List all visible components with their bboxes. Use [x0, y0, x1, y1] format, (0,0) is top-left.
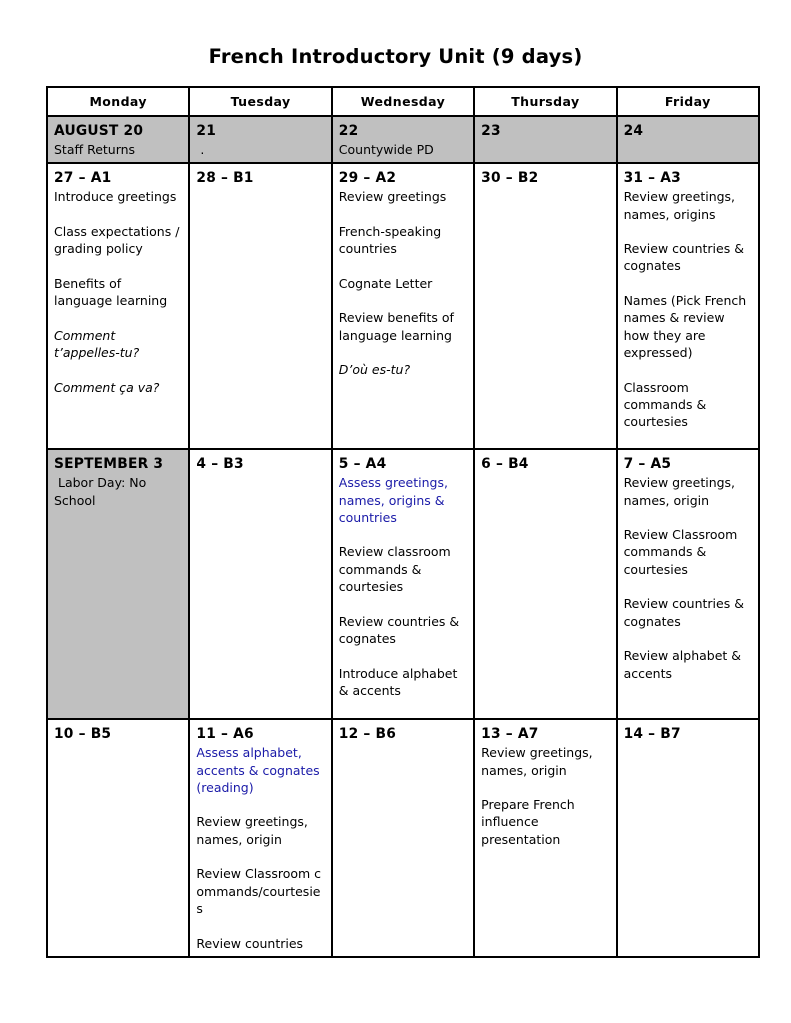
day-date: 24	[623, 123, 644, 139]
day-header-wednesday: Wednesday	[332, 87, 474, 116]
agenda-item: Review alphabet & accents	[623, 648, 742, 681]
agenda-item: Review classroom commands & courtesies	[338, 544, 451, 595]
day-cell	[474, 449, 616, 719]
day-note: Labor Day: No School	[54, 475, 151, 508]
day-date: 27 – A1	[54, 170, 112, 187]
day-header-row	[47, 87, 759, 116]
day-date: 22	[338, 123, 359, 139]
day-cell	[474, 719, 616, 957]
day-cell	[474, 163, 616, 449]
page-title: French Introductory Unit (9 days)	[208, 45, 583, 68]
day-date: 23	[481, 123, 501, 139]
day-date: 5 – A4	[338, 456, 387, 473]
day-cell	[617, 719, 759, 957]
day-date: 29 – A2	[338, 170, 397, 187]
day-cell	[474, 116, 616, 163]
agenda-item: Review Classroom commands/courtesies	[196, 866, 322, 916]
day-cell	[332, 719, 474, 957]
day-date: AUGUST 20	[54, 123, 144, 139]
agenda-item: Prepare French influence presentation	[481, 797, 575, 847]
day-cell	[617, 116, 759, 163]
agenda-item: Review greetings, names, origin	[481, 745, 593, 778]
agenda-item: Review greetings, names, origin	[196, 814, 308, 847]
agenda-item: Review greetings, names, origin	[623, 475, 736, 508]
agenda-item: Assess alphabet, accents & cognates (reading)	[196, 745, 320, 795]
agenda-item: Names (Pick French names & review how they are expressed)	[623, 293, 747, 360]
day-cell	[332, 449, 474, 719]
day-cell	[189, 719, 331, 957]
day-cell	[332, 116, 474, 163]
week-row-3	[47, 449, 759, 719]
day-cell	[47, 719, 189, 957]
day-date: 21	[196, 123, 216, 139]
day-date: 6 – B4	[481, 456, 529, 473]
agenda-item: Cognate Letter	[338, 275, 433, 291]
day-note: Staff Returns	[54, 142, 136, 157]
agenda-item: Review countries	[196, 935, 304, 951]
day-cell	[189, 163, 331, 449]
day-date: SEPTEMBER 3	[54, 456, 164, 473]
agenda-item: Review benefits of language learning	[338, 310, 454, 343]
week-row-4	[47, 719, 759, 957]
agenda-item: Review greetings, names, origins	[623, 189, 736, 222]
agenda-item: Review Classroom commands & courtesies	[623, 527, 738, 577]
agenda-item: Benefits of language learning	[54, 275, 168, 309]
agenda-item: Introduce alphabet & accents	[338, 665, 458, 698]
agenda-item: Classroom commands & courtesies	[623, 379, 707, 430]
day-cell	[189, 449, 331, 719]
day-date: 11 – A6	[196, 726, 254, 743]
calendar-table	[46, 86, 760, 958]
agenda-item: D’où es-tu?	[338, 362, 411, 378]
day-header-tuesday: Tuesday	[189, 87, 331, 116]
day-date: 30 – B2	[481, 170, 539, 187]
agenda-item: Comment ça va?	[54, 379, 160, 395]
day-date: 13 – A7	[481, 726, 539, 743]
agenda-item: Review greetings	[338, 189, 447, 205]
day-cell	[617, 449, 759, 719]
day-header-thursday: Thursday	[474, 87, 616, 116]
agenda-item: Review countries & cognates	[623, 241, 744, 274]
week-row-2	[47, 163, 759, 449]
day-header-friday: Friday	[617, 87, 759, 116]
day-date: 7 – A5	[623, 456, 672, 473]
day-date: 12 – B6	[338, 726, 397, 743]
day-header-monday: Monday	[47, 87, 189, 116]
day-date: 10 – B5	[54, 726, 112, 743]
agenda-item: Assess greetings, names, origins & countries	[338, 475, 448, 525]
day-cell	[47, 449, 189, 719]
day-date: 28 – B1	[196, 170, 254, 187]
agenda-item: Comment t’appelles-tu?	[54, 327, 140, 360]
day-date: 14 – B7	[623, 726, 681, 743]
day-cell	[47, 163, 189, 449]
agenda-item: Review countries & cognates	[623, 596, 744, 629]
agenda-item: French-speaking countries	[338, 223, 442, 257]
agenda-item: Introduce greetings	[54, 189, 177, 205]
day-cell	[617, 163, 759, 449]
day-note: Countywide PD	[338, 142, 434, 157]
day-date: 4 – B3	[196, 456, 244, 473]
agenda-item: Review countries & cognates	[338, 613, 460, 646]
day-note: .	[196, 142, 205, 157]
day-date: 31 – A3	[623, 170, 681, 187]
week-row-1	[47, 116, 759, 163]
day-cell	[189, 116, 331, 163]
agenda-item: Class expectations / grading policy	[54, 223, 180, 257]
day-cell	[47, 116, 189, 163]
day-cell	[332, 163, 474, 449]
